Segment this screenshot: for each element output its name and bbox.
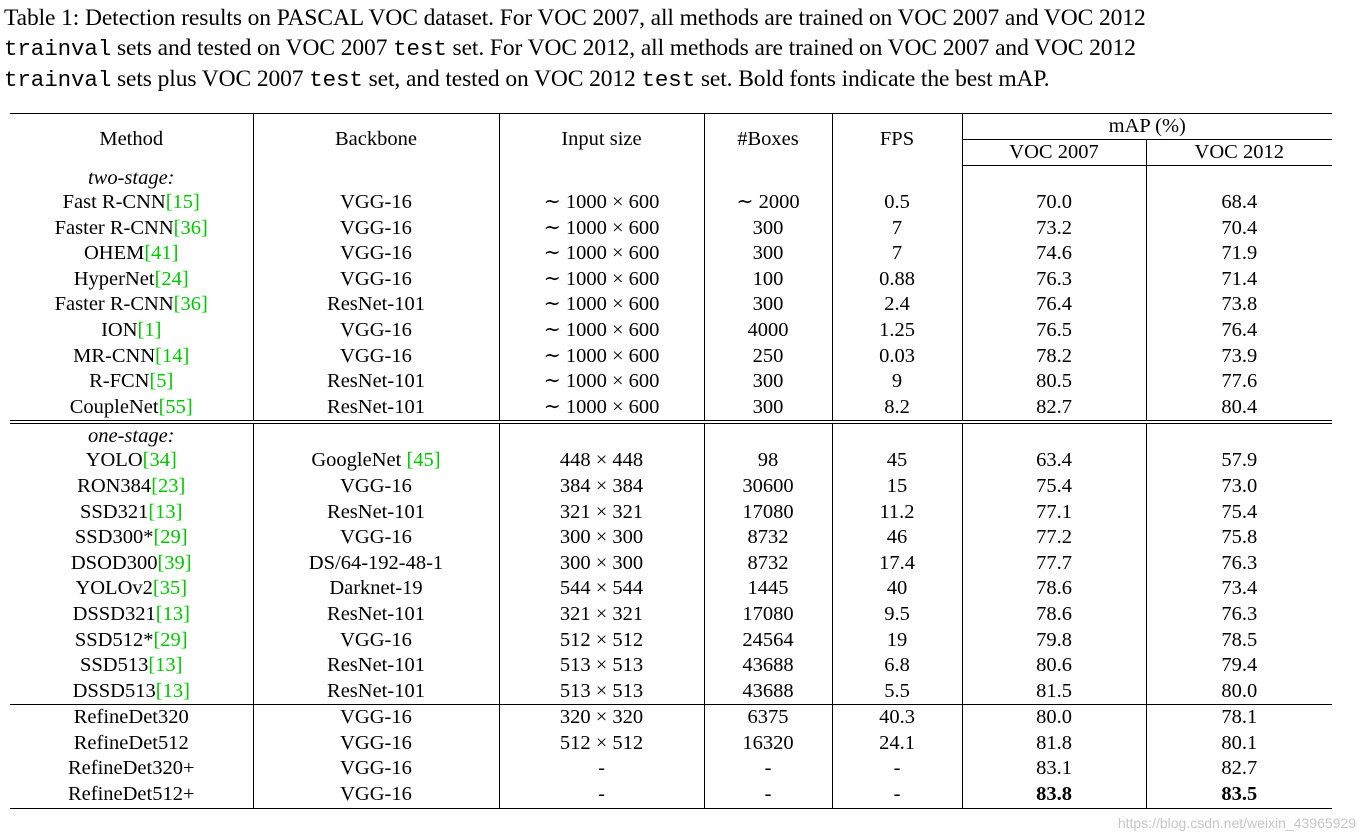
table-row (10, 756, 1332, 782)
method-cell (10, 267, 253, 293)
table-row (10, 551, 1332, 577)
table-row (10, 190, 1332, 216)
voc2012-cell: 73.9 (1221, 344, 1258, 367)
method-name: DSSD321 (72, 602, 156, 625)
voc2007-cell: 81.5 (962, 679, 1146, 705)
backbone-name: ResNet-101 (327, 602, 425, 625)
backbone-name: ResNet-101 (327, 679, 425, 702)
voc2012-cell: 73.4 (1221, 577, 1258, 600)
method-name: Faster R-CNN (54, 293, 174, 316)
method-name: R-FCN (89, 370, 150, 393)
citation-link: [5] (149, 370, 174, 393)
backbone-name: VGG-16 (340, 216, 412, 239)
boxes-cell: 100 (704, 267, 832, 293)
citation-link: [13] (148, 654, 183, 677)
voc2012-cell: 68.4 (1221, 191, 1258, 213)
citation-link: [29] (153, 526, 188, 549)
boxes-cell: 30600 (704, 474, 832, 500)
fps-cell: 19 (832, 628, 962, 654)
backbone-name: VGG-16 (340, 318, 412, 341)
voc2007-cell: 80.5 (962, 369, 1146, 395)
backbone-cell (253, 267, 499, 293)
method-cell (10, 782, 253, 808)
header-input-size: Input size (499, 114, 704, 166)
backbone-cell (253, 190, 499, 216)
backbone-name: VGG-16 (340, 267, 412, 290)
header-voc2012: VOC 2012 (1146, 140, 1332, 166)
method-cell (10, 448, 253, 474)
input-size-cell: ∼ 1000 × 600 (499, 318, 704, 344)
voc2007-cell: 82.7 (962, 395, 1146, 423)
method-name: RefineDet320+ (67, 757, 195, 780)
group-row-one-stage (10, 422, 1332, 448)
voc2007-cell: 78.6 (962, 602, 1146, 628)
citation-link: [23] (151, 474, 186, 497)
voc2012-cell: 70.4 (1221, 216, 1258, 239)
table-row (10, 474, 1332, 500)
fps-cell: 0.03 (832, 344, 962, 370)
backbone-cell (253, 448, 499, 474)
voc2012-cell: 75.4 (1221, 500, 1258, 523)
voc2012-cell: 78.1 (1146, 705, 1332, 731)
input-size-cell: 544 × 544 (499, 576, 704, 602)
citation-link: [1] (137, 318, 162, 341)
table-row (10, 602, 1332, 628)
table-row (10, 500, 1332, 526)
boxes-cell: 300 (704, 395, 832, 423)
fps-cell: 7 (832, 241, 962, 267)
input-size-cell: ∼ 1000 × 600 (499, 292, 704, 318)
backbone-name: ResNet-101 (327, 654, 425, 677)
fps-cell: 2.4 (832, 292, 962, 318)
backbone-cell (253, 653, 499, 679)
table-row (10, 525, 1332, 551)
fps-cell: - (832, 782, 962, 808)
backbone-name: GoogleNet (311, 449, 407, 472)
boxes-cell: 300 (704, 369, 832, 395)
backbone-cell (253, 756, 499, 782)
caption-text: set, and tested on VOC 2012 (362, 66, 642, 92)
boxes-cell: 8732 (704, 551, 832, 577)
voc2007-cell: 75.4 (962, 474, 1146, 500)
table-row (10, 292, 1332, 318)
table-row (10, 679, 1332, 705)
fps-cell: 6.8 (832, 653, 962, 679)
voc2007-cell: 77.1 (962, 500, 1146, 526)
backbone-name: VGG-16 (340, 242, 412, 265)
method-cell (10, 292, 253, 318)
boxes-cell: 16320 (704, 731, 832, 757)
boxes-cell: 300 (704, 216, 832, 242)
table-row (10, 782, 1332, 808)
table-caption (4, 3, 1356, 95)
backbone-cell (253, 576, 499, 602)
method-name: RON384 (77, 474, 152, 497)
boxes-cell: 8732 (704, 525, 832, 551)
voc2007-cell: 74.6 (962, 241, 1146, 267)
method-cell (10, 318, 253, 344)
citation-link: [15] (165, 191, 200, 213)
voc2007-cell: 73.2 (962, 216, 1146, 242)
header-map: mAP (%) (962, 114, 1332, 140)
method-cell (10, 369, 253, 395)
method-name: YOLO (85, 449, 143, 472)
input-size-cell: 300 × 300 (499, 551, 704, 577)
method-name: Faster R-CNN (54, 216, 174, 239)
voc2012-cell: 73.0 (1221, 474, 1258, 497)
method-cell (10, 756, 253, 782)
boxes-cell: 250 (704, 344, 832, 370)
boxes-cell: 43688 (704, 653, 832, 679)
citation-link: [39] (157, 551, 192, 574)
input-size-cell: 300 × 300 (499, 525, 704, 551)
method-cell (10, 731, 253, 757)
method-cell (10, 653, 253, 679)
backbone-name: VGG-16 (340, 757, 412, 780)
group-row-two-stage (10, 166, 1332, 191)
input-size-cell: - (499, 756, 704, 782)
caption-mono-test: test (641, 67, 696, 93)
voc2012-cell: 71.9 (1221, 242, 1258, 265)
fps-cell: 7 (832, 216, 962, 242)
group-label-one-stage: one-stage: (10, 422, 253, 448)
backbone-name: VGG-16 (340, 706, 412, 729)
boxes-cell: 17080 (704, 602, 832, 628)
input-size-cell: 321 × 321 (499, 602, 704, 628)
method-name: SSD512* (74, 628, 154, 651)
caption-mono-test: test (393, 36, 447, 62)
method-cell (10, 628, 253, 654)
backbone-cell (253, 525, 499, 551)
table-row (10, 369, 1332, 395)
voc2012-cell: 75.8 (1221, 526, 1258, 549)
backbone-cell (253, 628, 499, 654)
input-size-cell: 448 × 448 (499, 448, 704, 474)
backbone-name: VGG-16 (340, 344, 412, 367)
fps-cell: 1.25 (832, 318, 962, 344)
boxes-cell: 24564 (704, 628, 832, 654)
voc2012-cell: 79.4 (1221, 654, 1258, 677)
table-row (10, 344, 1332, 370)
backbone-cell (253, 705, 499, 731)
voc2012-cell: 76.4 (1221, 318, 1258, 341)
backbone-cell (253, 782, 499, 808)
backbone-cell (253, 551, 499, 577)
boxes-cell: 1445 (704, 576, 832, 602)
voc2007-cell: 77.2 (962, 525, 1146, 551)
table-body (10, 166, 1332, 809)
voc2012-cell: 73.8 (1221, 293, 1258, 316)
method-name: YOLOv2 (75, 577, 153, 600)
method-name: MR-CNN (73, 344, 156, 367)
backbone-name: VGG-16 (340, 191, 412, 213)
method-cell (10, 395, 253, 423)
table-row (10, 731, 1332, 757)
table-row (10, 318, 1332, 344)
fps-cell: 17.4 (832, 551, 962, 577)
backbone-cell (253, 679, 499, 705)
caption-text: sets plus VOC 2007 (111, 66, 310, 92)
backbone-cell (253, 731, 499, 757)
voc2007-cell: 79.8 (962, 628, 1146, 654)
input-size-cell: 512 × 512 (499, 628, 704, 654)
voc2012-cell: 83.5 (1146, 782, 1332, 808)
fps-cell: 46 (832, 525, 962, 551)
backbone-cell (253, 395, 499, 423)
backbone-cell (253, 344, 499, 370)
fps-cell: 45 (832, 448, 962, 474)
input-size-cell: ∼ 1000 × 600 (499, 395, 704, 423)
method-name: CoupleNet (69, 395, 159, 418)
input-size-cell: 320 × 320 (499, 705, 704, 731)
voc2012-cell: 57.9 (1221, 449, 1258, 472)
citation-link: [13] (148, 500, 183, 523)
voc2012-cell: 82.7 (1221, 757, 1258, 780)
citation-link: [41] (144, 242, 179, 265)
method-cell (10, 602, 253, 628)
fps-cell: 40 (832, 576, 962, 602)
citation-link: [13] (155, 679, 190, 702)
header-method: Method (10, 114, 253, 166)
table-row (10, 653, 1332, 679)
method-name: RefineDet512 (73, 731, 189, 754)
backbone-cell (253, 241, 499, 267)
backbone-name: ResNet-101 (327, 370, 425, 393)
table-row (10, 705, 1332, 731)
boxes-cell: 6375 (704, 705, 832, 731)
method-cell (10, 576, 253, 602)
boxes-cell: 98 (704, 448, 832, 474)
citation-link: [35] (152, 577, 188, 600)
boxes-cell: 17080 (704, 500, 832, 526)
voc2007-cell: 83.8 (962, 782, 1146, 808)
voc2007-cell: 70.0 (962, 190, 1146, 216)
voc2012-cell: 80.1 (1221, 731, 1258, 754)
voc2007-cell: 80.0 (962, 705, 1146, 731)
citation-link: [45] (406, 449, 441, 472)
method-name: SSD513 (79, 654, 149, 677)
header-fps: FPS (832, 114, 962, 166)
caption-mono-trainval: trainval (4, 67, 112, 93)
citation-link: [24] (154, 267, 189, 290)
fps-cell: 11.2 (832, 500, 962, 526)
table-row (10, 216, 1332, 242)
input-size-cell: ∼ 1000 × 600 (499, 344, 704, 370)
method-name: ION (101, 318, 138, 341)
input-size-cell: ∼ 1000 × 600 (499, 190, 704, 216)
caption-text: set. For VOC 2012, all methods are trained on VOC 2007 and VOC 2012 (446, 35, 1136, 61)
citation-link: [29] (153, 628, 188, 651)
boxes-cell: 4000 (704, 318, 832, 344)
backbone-cell (253, 292, 499, 318)
method-name: DSOD300 (70, 551, 158, 574)
backbone-name: VGG-16 (340, 783, 412, 806)
caption-mono-test: test (309, 67, 363, 93)
voc2012-cell: 77.6 (1221, 370, 1258, 393)
voc2007-cell: 76.3 (962, 267, 1146, 293)
method-cell (10, 216, 253, 242)
boxes-cell: - (704, 782, 832, 808)
method-cell (10, 551, 253, 577)
method-name: DSSD513 (72, 679, 156, 702)
fps-cell: 9 (832, 369, 962, 395)
backbone-cell (253, 369, 499, 395)
voc2007-cell: 78.2 (962, 344, 1146, 370)
table-row (10, 628, 1332, 654)
caption-mono-trainval: trainval (4, 36, 112, 62)
voc2007-cell: 78.6 (962, 576, 1146, 602)
fps-cell: 8.2 (832, 395, 962, 423)
citation-link: [14] (155, 344, 190, 367)
input-size-cell: 512 × 512 (499, 731, 704, 757)
voc2012-cell: 78.5 (1221, 628, 1258, 651)
header-boxes: #Boxes (704, 114, 832, 166)
method-name: RefineDet320 (73, 706, 189, 729)
input-size-cell: ∼ 1000 × 600 (499, 241, 704, 267)
citation-link: [36] (173, 293, 208, 316)
voc2012-cell: 71.4 (1221, 267, 1258, 290)
fps-cell: - (832, 756, 962, 782)
method-name: RefineDet512+ (67, 783, 195, 806)
method-name: SSD321 (79, 500, 149, 523)
voc2007-cell: 77.7 (962, 551, 1146, 577)
backbone-cell (253, 318, 499, 344)
table-row (10, 395, 1332, 423)
backbone-name: VGG-16 (340, 628, 412, 651)
boxes-cell: 300 (704, 292, 832, 318)
backbone-name: ResNet-101 (327, 500, 425, 523)
header-voc2007: VOC 2007 (962, 140, 1146, 166)
voc2007-cell: 76.4 (962, 292, 1146, 318)
group-label-two-stage: two-stage: (10, 166, 253, 191)
citation-link: [13] (155, 602, 190, 625)
caption-line-1: Table 1: Detection results on PASCAL VOC dataset. For VOC 2007, all methods are trained on VOC 2007 and VOC 2012 (4, 5, 1146, 31)
method-cell (10, 190, 253, 216)
fps-cell: 0.88 (832, 267, 962, 293)
voc2007-cell: 80.6 (962, 653, 1146, 679)
voc2007-cell: 63.4 (962, 448, 1146, 474)
backbone-cell (253, 216, 499, 242)
input-size-cell: 513 × 513 (499, 653, 704, 679)
voc2007-cell: 83.1 (962, 756, 1146, 782)
table-row (10, 267, 1332, 293)
boxes-cell: 300 (704, 241, 832, 267)
input-size-cell: ∼ 1000 × 600 (499, 369, 704, 395)
citation-link: [55] (158, 395, 193, 418)
fps-cell: 40.3 (832, 705, 962, 731)
backbone-name: VGG-16 (340, 474, 412, 497)
fps-cell: 5.5 (832, 679, 962, 705)
method-cell (10, 344, 253, 370)
method-name: OHEM (83, 242, 145, 265)
boxes-cell: ∼ 2000 (704, 190, 832, 216)
voc2007-cell: 81.8 (962, 731, 1146, 757)
method-cell (10, 241, 253, 267)
input-size-cell: ∼ 1000 × 600 (499, 267, 704, 293)
caption-line-2 (4, 33, 1356, 64)
method-name: SSD300* (74, 526, 154, 549)
citation-link: [36] (173, 216, 208, 239)
table-row (10, 448, 1332, 474)
table-row (10, 241, 1332, 267)
voc2012-cell: 80.4 (1221, 395, 1258, 418)
input-size-cell: 513 × 513 (499, 679, 704, 705)
fps-cell: 24.1 (832, 731, 962, 757)
voc2007-cell: 76.5 (962, 318, 1146, 344)
boxes-cell: 43688 (704, 679, 832, 705)
fps-cell: 0.5 (832, 190, 962, 216)
backbone-cell (253, 602, 499, 628)
method-cell (10, 474, 253, 500)
backbone-cell (253, 474, 499, 500)
backbone-name: DS/64-192-48-1 (308, 551, 444, 574)
results-table (10, 113, 1332, 809)
backbone-cell (253, 500, 499, 526)
backbone-name: VGG-16 (340, 526, 412, 549)
voc2012-cell: 76.3 (1221, 602, 1258, 625)
input-size-cell: 321 × 321 (499, 500, 704, 526)
header-backbone: Backbone (253, 114, 499, 166)
fps-cell: 9.5 (832, 602, 962, 628)
boxes-cell: - (704, 756, 832, 782)
citation-link: [34] (142, 449, 177, 472)
caption-text: sets and tested on VOC 2007 (111, 35, 394, 61)
backbone-name: VGG-16 (340, 731, 412, 754)
method-name: HyperNet (73, 267, 155, 290)
fps-cell: 15 (832, 474, 962, 500)
voc2012-cell: 80.0 (1221, 679, 1258, 702)
method-name: Fast R-CNN (62, 191, 166, 213)
backbone-name: ResNet-101 (327, 293, 425, 316)
backbone-name: ResNet-101 (327, 395, 425, 418)
caption-line-3 (4, 64, 1356, 95)
table-row (10, 576, 1332, 602)
caption-text: set. Bold fonts indicate the best mAP. (695, 66, 1050, 92)
method-cell (10, 679, 253, 705)
input-size-cell: 384 × 384 (499, 474, 704, 500)
method-cell (10, 705, 253, 731)
watermark: https://blog.csdn.net/weixin_43965929 (1117, 815, 1356, 831)
method-cell (10, 500, 253, 526)
method-cell (10, 525, 253, 551)
input-size-cell: - (499, 782, 704, 808)
input-size-cell: ∼ 1000 × 600 (499, 216, 704, 242)
voc2012-cell: 76.3 (1221, 551, 1258, 574)
backbone-name: Darknet-19 (329, 577, 423, 600)
